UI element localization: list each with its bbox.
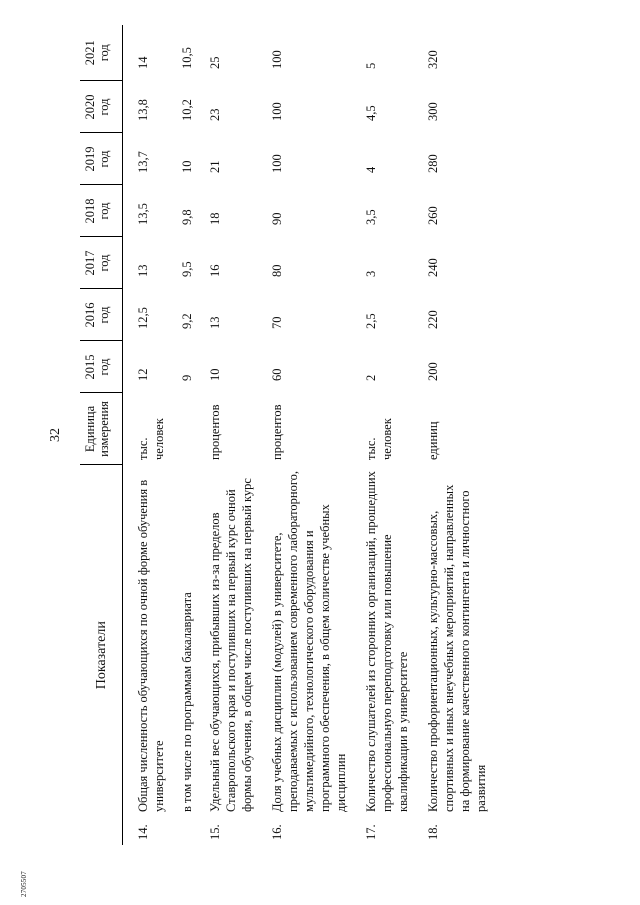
header-year-label: год <box>97 306 112 324</box>
row-value: 80 <box>269 264 284 277</box>
row-value: 9,5 <box>179 261 194 277</box>
row-value: 5 <box>363 62 378 69</box>
row-value: 260 <box>425 206 440 225</box>
row-indicator: Количество слушателей из сторонних организаций, прошедших профессиональную переподготовку или повышение квалификации в университете <box>363 471 410 812</box>
row-value: 70 <box>269 316 284 329</box>
table-row <box>122 25 167 845</box>
row-value: 13 <box>135 264 150 277</box>
row-value: 12 <box>135 368 150 381</box>
row-value: 100 <box>269 50 284 69</box>
row-value: 25 <box>207 56 222 69</box>
row-value: 10 <box>179 160 194 173</box>
header-year-label: год <box>97 202 112 220</box>
row-number: 18. <box>425 824 440 840</box>
row-unit <box>167 393 195 465</box>
row-number <box>167 817 195 845</box>
row-value: 9,8 <box>179 209 194 225</box>
header-indicator: Показатели <box>80 465 122 845</box>
row-value: 13,7 <box>135 151 150 173</box>
header-unit-line2: измерения <box>97 401 112 457</box>
header-year-number: 2018 <box>83 198 97 224</box>
row-unit: единиц <box>425 421 440 460</box>
row-value: 320 <box>425 50 440 69</box>
header-year <box>80 133 122 185</box>
row-value: 18 <box>207 212 222 225</box>
table-row <box>167 25 195 845</box>
row-value: 2 <box>363 374 378 381</box>
row-value: 2,5 <box>363 313 378 329</box>
row-value: 240 <box>425 258 440 277</box>
row-value: 280 <box>425 154 440 173</box>
row-value: 3,5 <box>363 209 378 225</box>
document-id: 2705507 <box>20 871 28 897</box>
page-number: 32 <box>48 428 63 442</box>
row-value: 13 <box>207 316 222 329</box>
row-value: 10 <box>207 368 222 381</box>
row-unit: процентов <box>269 404 284 460</box>
header-year-label: год <box>97 358 112 376</box>
row-number: 17. <box>363 824 378 840</box>
row-value: 14 <box>135 56 150 69</box>
row-value: 90 <box>269 212 284 225</box>
row-unit: тыс. человек <box>135 418 166 460</box>
row-value: 100 <box>269 154 284 173</box>
header-year <box>80 237 122 289</box>
row-value: 9 <box>179 374 194 381</box>
row-unit: процентов <box>207 404 222 460</box>
table-row <box>255 25 349 845</box>
row-indicator: Количество профориентационных, культурно-массовых, спортивных и иных внеучебных мероприятий, направленных на формирование качественного контингента и личностного развития <box>425 484 488 812</box>
row-value: 10,2 <box>179 99 194 121</box>
row-value: 220 <box>425 310 440 329</box>
row-indicator: Удельный вес обучающихся, прибывших из-за пределов Ставропольского края и поступивших на первый курс очной формы обучения, в общем числе поступивших на первый курс <box>207 478 254 812</box>
row-number: 14. <box>135 824 150 840</box>
row-value: 13,8 <box>135 99 150 121</box>
header-year-number: 2015 <box>83 354 97 380</box>
row-value: 21 <box>207 160 222 173</box>
table-row <box>411 25 489 845</box>
row-value: 4,5 <box>363 105 378 121</box>
row-value: 16 <box>207 264 222 277</box>
header-year-label: год <box>97 150 112 168</box>
row-value: 13,5 <box>135 203 150 225</box>
row-value: 10,5 <box>179 47 194 69</box>
header-unit <box>80 393 122 465</box>
header-year <box>80 289 122 341</box>
header-year-number: 2019 <box>83 146 97 172</box>
header-row <box>80 25 122 845</box>
table-row <box>349 25 411 845</box>
row-value: 3 <box>363 270 378 277</box>
row-value: 100 <box>269 102 284 121</box>
row-value: 23 <box>207 108 222 121</box>
row-value: 300 <box>425 102 440 121</box>
row-number: 16. <box>269 824 284 840</box>
header-year-number: 2016 <box>83 302 97 328</box>
header-year-number: 2017 <box>83 250 97 276</box>
table-row <box>195 25 255 845</box>
row-value: 200 <box>425 362 440 381</box>
indicators-table <box>80 25 489 845</box>
row-value: 9,2 <box>179 313 194 329</box>
header-year-label: год <box>97 254 112 272</box>
header-year <box>80 185 122 237</box>
row-unit: тыс. человек <box>363 418 394 460</box>
header-year-label: год <box>97 98 112 116</box>
header-year-label: год <box>97 44 112 62</box>
header-year <box>80 81 122 133</box>
header-year <box>80 25 122 81</box>
header-year-number: 2020 <box>83 94 97 120</box>
row-indicator: Доля учебных дисциплин (модулей) в университете, преподаваемых с использованием современного лабораторного, мультимедийного, технологического оборудования и программного обеспечения, в общем количестве учебных дисциплин <box>269 470 348 812</box>
row-value: 4 <box>363 166 378 173</box>
row-value: 12,5 <box>135 307 150 329</box>
header-unit-line1: Единица <box>83 405 97 453</box>
row-indicator: в том числе по программам бакалавриата <box>179 592 194 812</box>
row-number: 15. <box>207 824 222 840</box>
header-year <box>80 341 122 393</box>
header-year-number: 2021 <box>83 40 97 66</box>
row-indicator: Общая численность обучающихся по очной форме обучения в университете <box>135 479 166 812</box>
row-value: 60 <box>269 368 284 381</box>
